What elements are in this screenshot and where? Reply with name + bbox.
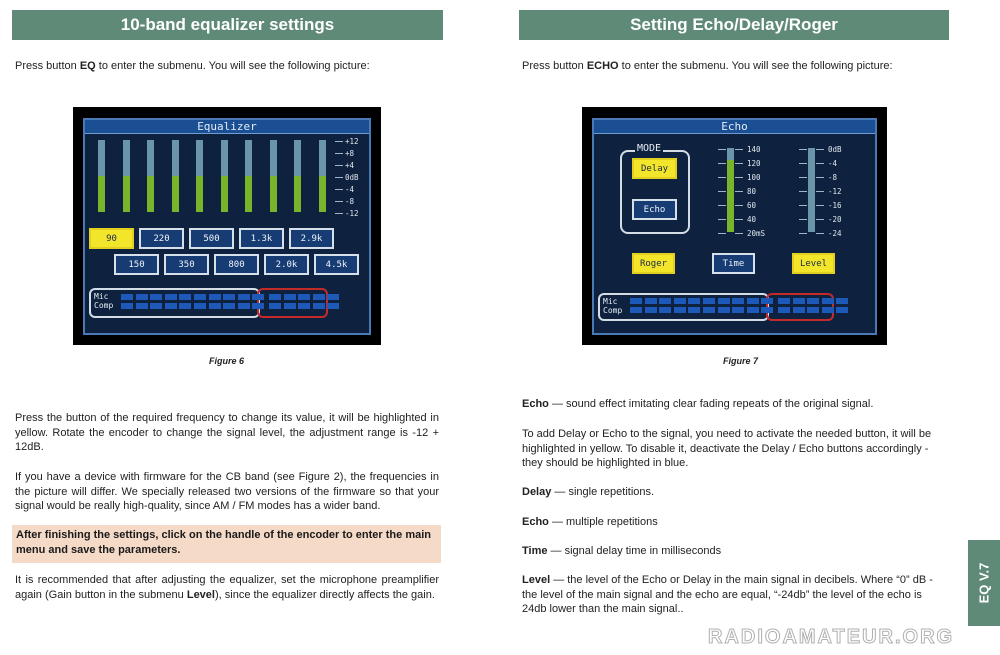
eq-scale-label: -12 — [345, 209, 359, 218]
eq-intro-pre: Press button — [15, 60, 80, 72]
eq-slider-1[interactable] — [98, 140, 105, 212]
level-slider-track-tick-left — [799, 177, 807, 178]
mic-meter-segment — [179, 294, 191, 300]
time-desc: — signal delay time in milliseconds — [547, 545, 722, 557]
mic-meter-segment — [793, 298, 805, 304]
eq-scale-label: +8 — [345, 149, 355, 158]
mic-meter-segment — [778, 298, 790, 304]
delay-definition — [522, 485, 946, 500]
mic-meter-segment — [238, 303, 250, 309]
level-slider-track-label: -16 — [828, 201, 842, 210]
mic-meter-segment — [718, 298, 730, 304]
eq-para3-key: Level — [186, 588, 215, 601]
eq-slider-9-fill — [294, 176, 301, 212]
eq-intro-post: to enter the submenu. You will see the following picture: — [95, 60, 370, 72]
time-slider-track-tick-left — [718, 191, 726, 192]
level-slider-track-label: 0dB — [828, 145, 842, 154]
mic-meter-segment — [209, 294, 221, 300]
eq-scale-label: +4 — [345, 161, 355, 170]
mic-meter-segment — [718, 307, 730, 313]
mic-meter-segment — [298, 294, 310, 300]
time-slider-track-label: 20mS — [747, 229, 766, 238]
level-slider-track[interactable] — [808, 148, 815, 232]
side-tab-label: EQ V.7 — [976, 562, 992, 604]
echo-screen-title: Echo — [594, 120, 875, 134]
level-slider-track-label: -8 — [828, 173, 838, 182]
time-slider-track-tick-left — [718, 205, 726, 206]
eq-slider-4-fill — [172, 176, 179, 212]
side-tab — [968, 540, 1000, 626]
mic-meter-segment — [179, 303, 191, 309]
mic-meter-segment — [121, 303, 133, 309]
time-slider-track-tick-left — [718, 149, 726, 150]
mic-meter-segment — [327, 303, 339, 309]
echo-definition — [522, 397, 946, 412]
mic-meter-segment — [252, 294, 264, 300]
eq-scale-label: -8 — [345, 197, 355, 206]
mic-meter-segment — [313, 294, 325, 300]
mic-meter-segment — [194, 303, 206, 309]
band-button-500[interactable]: 500 — [189, 228, 234, 249]
eq-slider-6-fill — [221, 176, 228, 212]
mic-meter-segment — [659, 307, 671, 313]
eq-slider-8[interactable] — [270, 140, 277, 212]
time-slider-track-tick-left — [718, 219, 726, 220]
eq-slider-7[interactable] — [245, 140, 252, 212]
mic-meter-segment — [793, 307, 805, 313]
mic-meter-segment — [645, 307, 657, 313]
mic-meter-segment — [732, 307, 744, 313]
time-slider-track-label: 140 — [747, 145, 761, 154]
eq-slider-10[interactable] — [319, 140, 326, 212]
eq-scale-tick — [335, 165, 343, 166]
figure-6-caption: Figure 6 — [209, 356, 245, 366]
section-title-equalizer: 10-band equalizer settings — [12, 10, 443, 40]
delay-button[interactable]: Delay — [632, 158, 677, 179]
mic-meter-segment — [223, 294, 235, 300]
mic-meter-segment — [747, 307, 759, 313]
mic-meter-segment — [761, 307, 773, 313]
level-slider-track-tick-left — [799, 233, 807, 234]
time-slider-track-fill — [727, 160, 734, 232]
echo-panel — [592, 118, 877, 335]
mic-meter-segment — [194, 294, 206, 300]
level-slider-track-tick-left — [799, 163, 807, 164]
echo-intro-text — [522, 59, 893, 74]
roger-button[interactable]: Roger — [632, 253, 675, 274]
level-slider-track-tick — [816, 163, 824, 164]
level-slider-track-tick — [816, 191, 824, 192]
level-button[interactable]: Level — [792, 253, 835, 274]
time-slider-track[interactable] — [727, 148, 734, 232]
echo-mic-label: Mic — [603, 297, 618, 306]
level-slider-track-label: -20 — [828, 215, 842, 224]
mic-meter-segment — [645, 298, 657, 304]
eq-scale-tick — [335, 189, 343, 190]
time-slider-track-label: 120 — [747, 159, 761, 168]
level-slider-track-tick-left — [799, 149, 807, 150]
mic-meter-segment — [121, 294, 133, 300]
equalizer-screen — [73, 107, 381, 345]
mic-meter-segment — [630, 298, 642, 304]
level-slider-track-label: -4 — [828, 159, 838, 168]
level-slider-track-tick — [816, 233, 824, 234]
mic-meter-segment — [223, 303, 235, 309]
band-button-2.0k[interactable]: 2.0k — [264, 254, 309, 275]
eq-slider-7-fill — [245, 176, 252, 212]
mic-meter-segment — [136, 303, 148, 309]
time-slider-track-tick — [735, 163, 743, 164]
mic-meter-segment — [836, 298, 848, 304]
eq-paragraph-1: Press the button of the required frequency to change its value, it will be highlighted in yellow. Rotate the encoder to change the signal level, the adjustment range is -12 + 12dB. — [15, 412, 439, 454]
mic-meter-segment — [252, 303, 264, 309]
mic-meter-segment — [807, 307, 819, 313]
mic-meter-segment — [807, 298, 819, 304]
band-button-350[interactable]: 350 — [164, 254, 209, 275]
time-slider-track-tick — [735, 233, 743, 234]
echo2-desc: — multiple repetitions — [548, 516, 658, 528]
eq-paragraph-2: If you have a device with firmware for the CB band (see Figure 2), the frequencies in the picture will differ. We specially released two versions of the firmware so that your signal would be really high-quality, since AM / FM modes has a wider band. — [15, 471, 439, 513]
echo-intro-post: to enter the submenu. You will see the following picture: — [618, 60, 893, 72]
mic-meter-segment — [747, 298, 759, 304]
mic-meter-segment — [298, 303, 310, 309]
time-slider-track-tick — [735, 191, 743, 192]
time-slider-track-label: 60 — [747, 201, 757, 210]
level-definition — [522, 573, 947, 617]
level-slider-track-tick-left — [799, 205, 807, 206]
level-slider-track-label: -24 — [828, 229, 842, 238]
eq-slider-2-fill — [123, 176, 130, 212]
level-term: Level — [522, 574, 551, 586]
delay-term: Delay — [522, 486, 552, 498]
time-slider-track-tick-left — [718, 233, 726, 234]
mic-meter-segment — [150, 303, 162, 309]
eq-scale-label: -4 — [345, 185, 355, 194]
band-button-1.3k[interactable]: 1.3k — [239, 228, 284, 249]
echo-term: Echo — [522, 398, 549, 410]
mic-meter-segment — [836, 307, 848, 313]
eq-slider-3[interactable] — [147, 140, 154, 212]
echo-key-name: ECHO — [586, 60, 619, 72]
delay-desc: — single repetitions. — [551, 486, 655, 498]
mic-label: Mic — [94, 292, 109, 301]
mic-meter-segment — [703, 307, 715, 313]
mic-meter-segment — [674, 307, 686, 313]
echo-screen — [582, 107, 887, 345]
level-slider-track-tick — [816, 177, 824, 178]
time-slider-track-tick — [735, 205, 743, 206]
mic-meter-segment — [674, 298, 686, 304]
level-slider-track-tick-left — [799, 191, 807, 192]
equalizer-panel — [83, 118, 371, 335]
mic-meter-segment — [284, 294, 296, 300]
echo-comp-label: Comp — [603, 306, 623, 315]
mic-meter-segment — [313, 303, 325, 309]
figure-7-caption: Figure 7 — [723, 356, 759, 366]
equalizer-screen-title: Equalizer — [85, 120, 369, 134]
time-slider-track-label: 100 — [747, 173, 761, 182]
eq-slider-3-fill — [147, 176, 154, 212]
mic-meter-segment — [165, 294, 177, 300]
time-slider-track-tick-left — [718, 177, 726, 178]
level-slider-track-tick — [816, 219, 824, 220]
time-definition — [522, 544, 946, 559]
level-desc: — the level of the Echo or Delay in the main signal in decibels. Where “0” dB - the level of the main signal and the echo are equal, “-24db” the level of the echo is 24db lower than the main signal.. — [522, 574, 933, 616]
section-title-echo: Setting Echo/Delay/Roger — [519, 10, 949, 40]
eq-scale-label: +12 — [345, 137, 359, 146]
eq-para3-post: ), since the equalizer directly affects the gain. — [214, 588, 435, 601]
mic-meter-segment — [136, 294, 148, 300]
eq-key-name: EQ — [79, 60, 96, 72]
level-slider-track-tick-left — [799, 219, 807, 220]
mic-meter-segment — [822, 298, 834, 304]
time-slider-track-label: 40 — [747, 215, 757, 224]
time-slider-track-tick — [735, 219, 743, 220]
eq-paragraph-3 — [15, 573, 439, 602]
echo-activation-text: To add Delay or Echo to the signal, you need to activate the needed button, it will be highlighted in yellow. To disable it, deactivate the Delay / Echo buttons accordingly - they should be highlighted in blue. — [522, 428, 932, 470]
echo-desc: — sound effect imitating clear fading repeats of the original signal. — [548, 398, 874, 410]
mic-meter-segment — [659, 298, 671, 304]
level-slider-track-label: -12 — [828, 187, 842, 196]
band-button-150[interactable]: 150 — [114, 254, 159, 275]
time-slider-track-label: 80 — [747, 187, 757, 196]
mic-meter-segment — [209, 303, 221, 309]
echo2-term: Echo — [522, 516, 549, 528]
time-button[interactable]: Time — [712, 253, 755, 274]
eq-slider-1-fill — [98, 176, 105, 212]
mode-label: MODE — [637, 143, 662, 154]
eq-scale-tick — [335, 201, 343, 202]
eq-save-note: After finishing the settings, click on the handle of the encoder to enter the main menu and save the parameters. — [12, 525, 441, 563]
watermark-text: RADIOAMATEUR.ORG — [708, 626, 955, 648]
band-button-90[interactable]: 90 — [89, 228, 134, 249]
eq-slider-9[interactable] — [294, 140, 301, 212]
echo-button[interactable]: Echo — [632, 199, 677, 220]
mic-meter-segment — [284, 303, 296, 309]
comp-label: Comp — [94, 301, 114, 310]
mic-meter-segment — [630, 307, 642, 313]
mic-meter-segment — [327, 294, 339, 300]
mic-meter-segment — [778, 307, 790, 313]
mic-meter-segment — [269, 294, 281, 300]
eq-slider-6[interactable] — [221, 140, 228, 212]
eq-intro-text — [15, 59, 370, 74]
mic-meter-segment — [761, 298, 773, 304]
time-term: Time — [522, 545, 548, 557]
eq-para3-pre: It is recommended that after adjusting the equalizer, set the microphone preamplifier again (Gain button in the submenu — [15, 574, 439, 601]
mic-meter-segment — [269, 303, 281, 309]
echo-intro-pre: Press button — [522, 60, 587, 72]
eq-slider-2[interactable] — [123, 140, 130, 212]
eq-scale-label: 0dB — [345, 173, 359, 182]
band-button-800[interactable]: 800 — [214, 254, 259, 275]
eq-slider-5[interactable] — [196, 140, 203, 212]
eq-slider-10-fill — [319, 176, 326, 212]
eq-scale-tick — [335, 141, 343, 142]
mic-meter-segment — [703, 298, 715, 304]
mic-meter-segment — [688, 307, 700, 313]
eq-scale-tick — [335, 153, 343, 154]
echo-multiple-definition — [522, 515, 946, 530]
band-button-4.5k[interactable]: 4.5k — [314, 254, 359, 275]
eq-slider-8-fill — [270, 176, 277, 212]
level-slider-track-tick — [816, 205, 824, 206]
mic-meter-segment — [822, 307, 834, 313]
time-slider-track-tick — [735, 149, 743, 150]
time-slider-track-tick — [735, 177, 743, 178]
mic-meter-segment — [150, 294, 162, 300]
band-button-2.9k[interactable]: 2.9k — [289, 228, 334, 249]
mic-meter-segment — [688, 298, 700, 304]
mic-meter-segment — [732, 298, 744, 304]
eq-slider-5-fill — [196, 176, 203, 212]
eq-slider-4[interactable] — [172, 140, 179, 212]
eq-scale-tick — [335, 213, 343, 214]
band-button-220[interactable]: 220 — [139, 228, 184, 249]
eq-scale-tick — [335, 177, 343, 178]
level-slider-track-tick — [816, 149, 824, 150]
mic-meter-segment — [238, 294, 250, 300]
mic-meter-segment — [165, 303, 177, 309]
time-slider-track-tick-left — [718, 163, 726, 164]
